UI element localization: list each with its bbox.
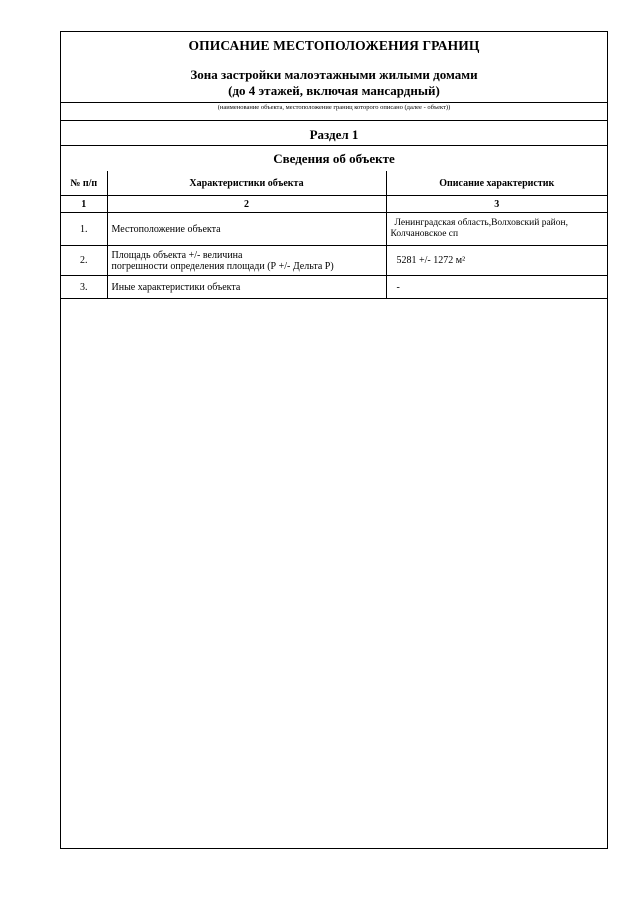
table-row bbox=[61, 276, 607, 299]
row-characteristic bbox=[107, 246, 386, 276]
document-frame bbox=[60, 31, 608, 849]
table-header-row bbox=[61, 171, 607, 196]
divider bbox=[61, 102, 607, 103]
characteristic-line: Площадь объекта +/- величина bbox=[111, 249, 243, 261]
section-title: Раздел 1 bbox=[309, 127, 359, 142]
object-caption: (наименование объекта, местоположение границ которого описано (далее - объект)) bbox=[217, 104, 451, 111]
row-number: 2. bbox=[61, 246, 107, 276]
characteristic-line: погрешности определения площади (Р +/- Дельта Р) bbox=[111, 260, 334, 272]
divider bbox=[61, 120, 607, 121]
row-description bbox=[386, 213, 607, 246]
object-name-line2: (до 4 этажей, включая мансардный) bbox=[228, 83, 440, 98]
object-name-line1: Зона застройки малоэтажными жилыми домами bbox=[190, 67, 478, 82]
row-description: - bbox=[386, 276, 607, 299]
table-row bbox=[61, 213, 607, 246]
description-line: Колчановское сп bbox=[390, 229, 459, 239]
table-row bbox=[61, 246, 607, 276]
header-number: № п/п bbox=[61, 171, 107, 196]
column-number: 1 bbox=[61, 196, 107, 213]
header-description: Описание характеристик bbox=[386, 171, 607, 196]
row-number: 3. bbox=[61, 276, 107, 299]
row-characteristic: Местоположение объекта bbox=[107, 213, 386, 246]
divider bbox=[61, 145, 607, 146]
column-number-row bbox=[61, 196, 607, 213]
row-number: 1. bbox=[61, 213, 107, 246]
column-number: 3 bbox=[386, 196, 607, 213]
description-line: Ленинградская область,Волховский район, bbox=[394, 218, 568, 228]
object-info-table bbox=[61, 171, 607, 299]
row-description: 5281 +/- 1272 м² bbox=[386, 246, 607, 276]
row-characteristic: Иные характеристики объекта bbox=[107, 276, 386, 299]
document-title: ОПИСАНИЕ МЕСТОПОЛОЖЕНИЯ ГРАНИЦ bbox=[188, 38, 480, 53]
section-subtitle: Сведения об объекте bbox=[273, 151, 395, 166]
column-number: 2 bbox=[107, 196, 386, 213]
header-characteristic: Характеристики объекта bbox=[107, 171, 386, 196]
object-name bbox=[61, 67, 607, 99]
